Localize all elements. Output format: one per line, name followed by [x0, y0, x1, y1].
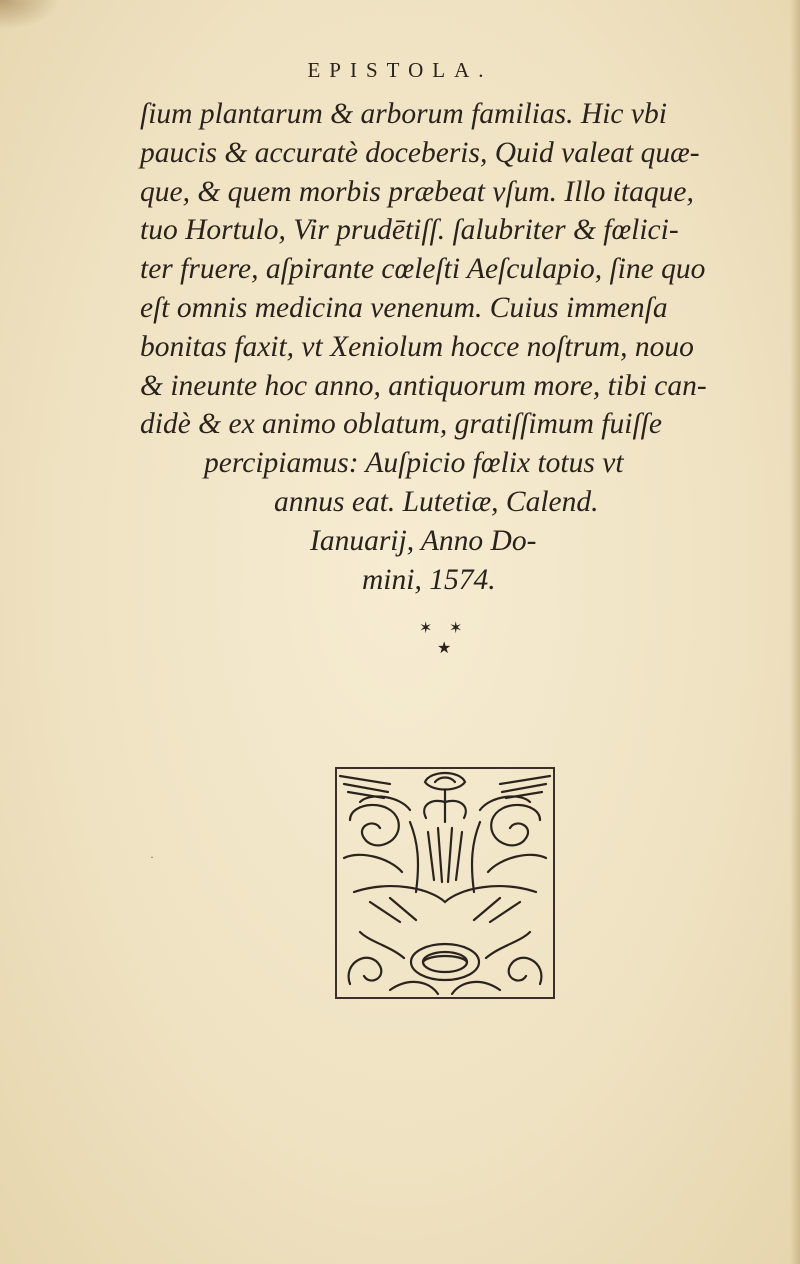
star-icon: ✶ [449, 618, 463, 637]
text-line: annus eat. Lutetiæ, Calend. [274, 485, 599, 518]
woodcut-ornament-icon [330, 762, 560, 1004]
star-icon: ✶ [419, 618, 433, 637]
asterism [415, 618, 475, 658]
text-line: percipiamus: Auſpicio fœlix totus vt [204, 447, 624, 480]
star-icon: ★ [437, 638, 452, 657]
text-line: ſium plantarum & arborum familias. Hic vbi [140, 98, 667, 130]
text-line: tuo Hortulo, Vir prudētiſſ. ſalubriter & fœlici- [140, 214, 679, 247]
epistle-text [140, 95, 780, 599]
stray-mark: · [150, 850, 154, 864]
text-line: ter fruere, aſpirante cœleſti Aeſculapio, ſine quo [140, 253, 706, 286]
text-line: paucis & accuratè doceberis, Quid valeat quæ- [140, 136, 700, 169]
running-head: EPISTOLA. [307, 58, 493, 82]
page-edge [790, 0, 800, 1264]
text-line: Ianuarij, Anno Do- [310, 524, 537, 557]
text-line: que, & quem morbis præbeat vſum. Illo itaque, [140, 175, 694, 208]
text-line: eſt omnis medicina venenum. Cuius immenſa [140, 291, 668, 324]
text-line: mini, 1574. [362, 563, 496, 596]
text-line: & ineunte hoc anno, antiquorum more, tibi can- [140, 369, 707, 402]
text-line: didè & ex animo oblatum, gratiſſimum fuiſſe [140, 408, 662, 441]
paper-stain [0, 0, 60, 30]
text-line: bonitas faxit, vt Xeniolum hocce noſtrum, nouo [140, 330, 694, 363]
